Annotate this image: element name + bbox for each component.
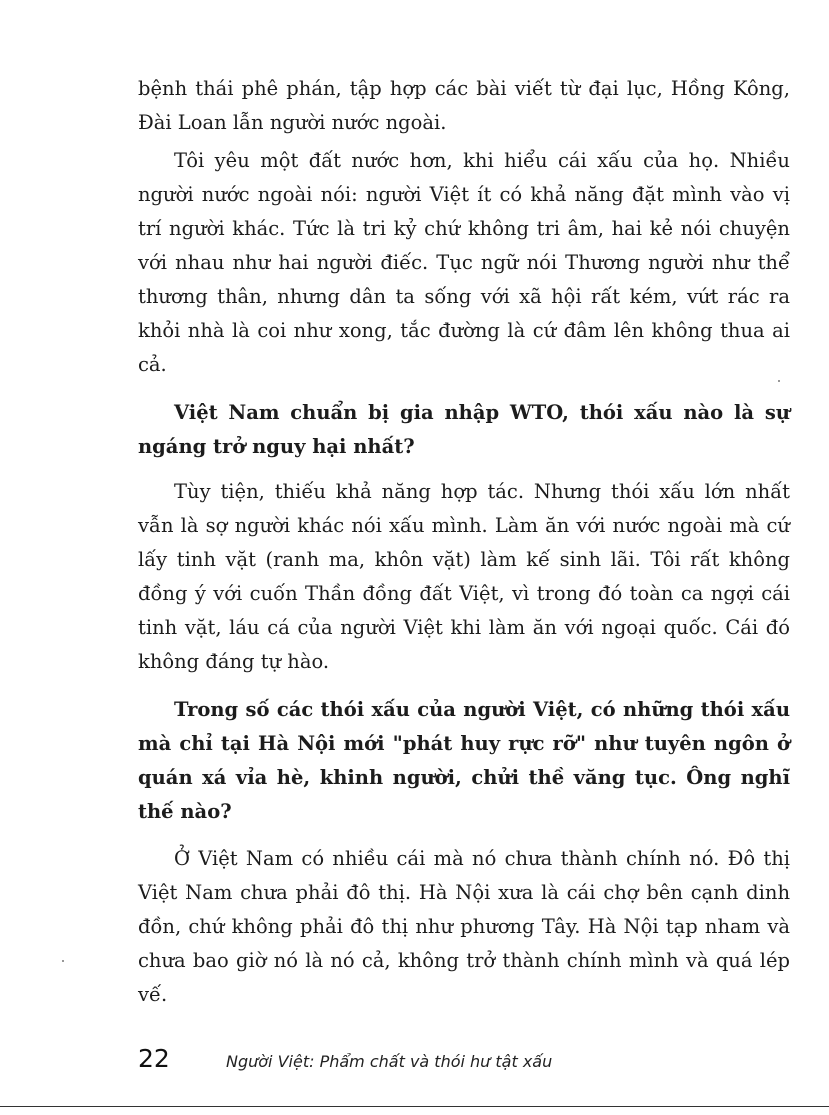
page-edge-line (0, 1106, 829, 1107)
scan-speck (62, 960, 64, 962)
question-wto: Việt Nam chuẩn bị gia nhập WTO, thói xấu nào là sự ngáng trở nguy hại nhất? (138, 401, 790, 458)
scan-speck (778, 380, 780, 382)
paragraph-answer-2: Tùy tiện, thiếu khả năng hợp tác. Nhưng thói xấu lớn nhất vẫn là sợ người khác nói xấu mình. Làm ăn với nước ngoài mà cứ lấy tinh vặt (ranh ma, khôn vặt) làm kế sinh lãi. Tôi rất không đồng ý với cuốn Thần đồng đất Việt, vì trong đó toàn ca ngợi cái tinh vặt, láu cá của người Việt khi làm ăn với ngoại quốc. Cái đó không đáng tự hào. (138, 480, 790, 673)
paragraph-answer-1: Tôi yêu một đất nước hơn, khi hiểu cái xấu của họ. Nhiều người nước ngoài nói: người Việt ít có khả năng đặt mình vào vị trí người khác. Tức là tri kỷ chứ không tri âm, hai kẻ nói chuyện với nhau như hai người điếc. Tục ngữ nói Thương người như thể thương thân, nhưng dân ta sống với xã hội rất kém, vứt rác ra khỏi nhà là coi như xong, tắc đường là cứ đâm lên không thua ai cả. (138, 149, 790, 376)
running-title: Người Việt: Phẩm chất và thói hư tật xấu (226, 1052, 553, 1071)
page-footer (138, 1044, 789, 1073)
question-hanoi: Trong số các thói xấu của người Việt, có những thói xấu mà chỉ tại Hà Nội mới "phát huy rực rỡ" như tuyên ngôn ở quán xá vỉa hè, khinh người, chửi thề văng tục. Ông nghĩ thế nào? (138, 698, 790, 823)
paragraph-continued: bệnh thái phê phán, tập hợp các bài viết từ đại lục, Hồng Kông, Đài Loan lẫn người nước ngoài. (138, 77, 790, 134)
paragraph-answer-3: Ở Việt Nam có nhiều cái mà nó chưa thành chính nó. Đô thị Việt Nam chưa phải đô thị. Hà Nội xưa là cái chợ bên cạnh dinh đồn, chứ không phải đô thị như phương Tây. Hà Nội tạp nham và chưa bao giờ nó là nó cả, không trở thành chính mình và quá lép vế. (138, 847, 790, 1006)
page-number: 22 (138, 1044, 170, 1073)
